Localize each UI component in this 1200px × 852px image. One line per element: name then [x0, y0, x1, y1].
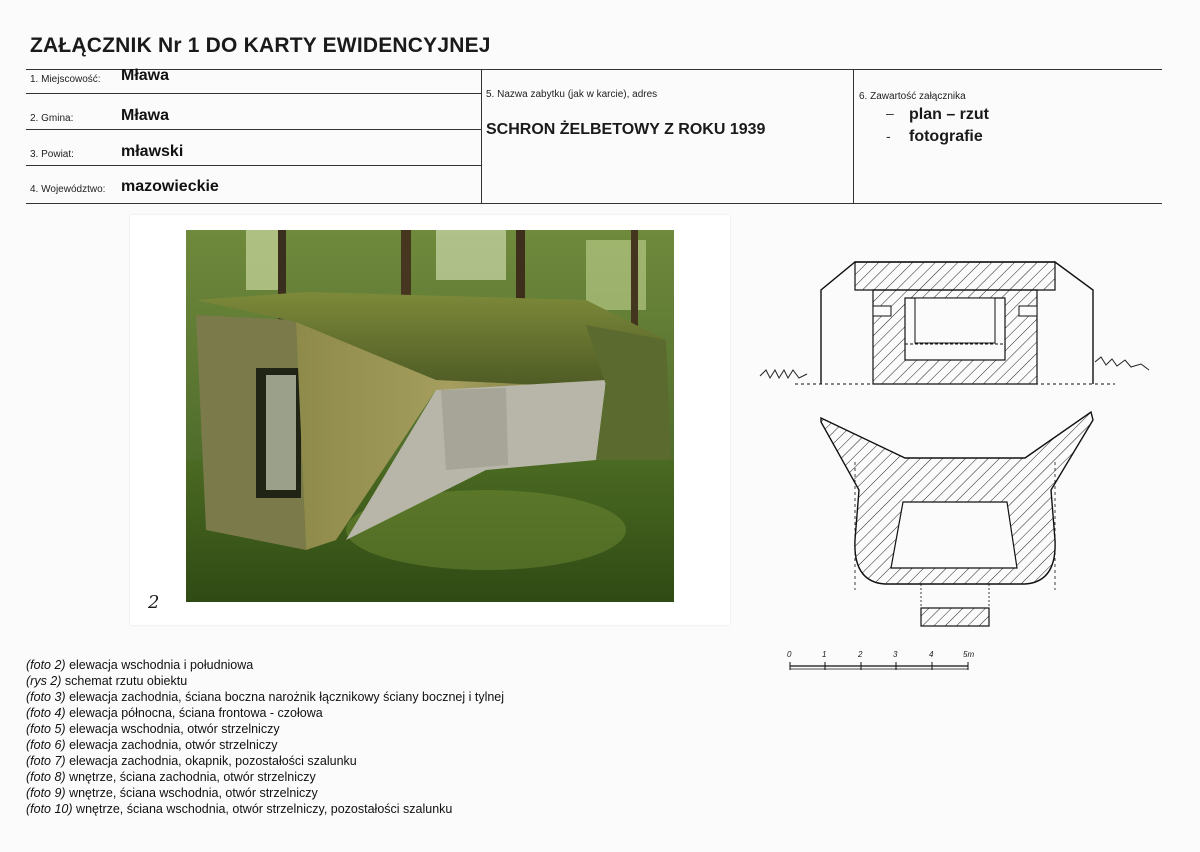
- caption-item: [26, 769, 504, 785]
- caption-item: [26, 673, 504, 689]
- monument-name: SCHRON ŻELBETOWY Z ROKU 1939: [486, 121, 766, 138]
- rule-2: [26, 129, 481, 130]
- plan-drawing: [755, 250, 1185, 640]
- field-label-gmina: 2. Gmina:: [30, 113, 74, 124]
- caption-ref: (foto 2): [26, 658, 66, 672]
- field-label-miejscowosc: 1. Miejscowość:: [30, 74, 101, 85]
- caption-text: wnętrze, ściana zachodnia, otwór strzelniczy: [65, 770, 316, 784]
- plan-drawing-svg: [755, 250, 1185, 640]
- scale-label-1: 1: [822, 650, 827, 659]
- contents-dash-1: –: [886, 105, 894, 121]
- field-value-gmina: Mława: [121, 107, 170, 124]
- caption-item: [26, 737, 504, 753]
- contents-item-plan: plan – rzut: [909, 106, 990, 123]
- divider-2: [853, 70, 854, 203]
- bunker-photo-image: [186, 230, 674, 602]
- caption-text: elewacja wschodnia i południowa: [65, 658, 254, 672]
- caption-text: wnętrze, ściana wschodnia, otwór strzelniczy, pozostałości szalunku: [72, 802, 453, 816]
- caption-item: [26, 689, 504, 705]
- scale-bar-svg: [786, 650, 986, 674]
- scale-label-4: 4: [929, 650, 934, 659]
- caption-item: [26, 657, 504, 673]
- page-title: ZAŁĄCZNIK Nr 1 DO KARTY EWIDENCYJNEJ: [30, 34, 491, 57]
- field-label-wojewodztwo: 4. Województwo:: [30, 184, 106, 195]
- caption-item: [26, 801, 504, 817]
- field-value-miejscowosc: Mława: [121, 67, 170, 84]
- plan-view: [821, 412, 1093, 626]
- bunker-photo: [186, 230, 674, 602]
- caption-text: wnętrze, ściana wschodnia, otwór strzelniczy: [65, 786, 318, 800]
- caption-item: [26, 721, 504, 737]
- caption-ref: (foto 4): [26, 706, 66, 720]
- photo-number: 2: [148, 592, 160, 613]
- caption-ref: (foto 10): [26, 802, 73, 816]
- caption-item: [26, 753, 504, 769]
- caption-ref: (foto 9): [26, 786, 66, 800]
- caption-ref: (foto 3): [26, 690, 66, 704]
- monument-label: 5. Nazwa zabytku (jak w karcie), adres: [486, 89, 658, 100]
- caption-ref: (foto 8): [26, 770, 66, 784]
- field-label-powiat: 3. Powiat:: [30, 149, 74, 160]
- caption-ref: (foto 7): [26, 754, 66, 768]
- caption-ref: (rys 2): [26, 674, 62, 688]
- caption-ref: (foto 6): [26, 738, 66, 752]
- scale-label-3: 3: [893, 650, 898, 659]
- scale-bar: [786, 650, 986, 674]
- scale-label-0: 0: [787, 650, 792, 659]
- scale-label-5m: 5m: [963, 650, 975, 659]
- caption-text: schemat rzutu obiektu: [61, 674, 188, 688]
- rule-1: [26, 93, 481, 94]
- contents-dash-2: -: [886, 128, 891, 144]
- elevation-view: [760, 262, 1149, 384]
- rule-bottom: [26, 203, 1162, 204]
- scale-label-2: 2: [858, 650, 863, 659]
- rule-top: [26, 69, 1162, 70]
- caption-text: elewacja wschodnia, otwór strzelniczy: [65, 722, 280, 736]
- field-value-powiat: mławski: [121, 143, 184, 160]
- caption-item: [26, 785, 504, 801]
- caption-text: elewacja zachodnia, ściana boczna narożnik łącznikowy ściany bocznej i tylnej: [65, 690, 505, 704]
- field-value-wojewodztwo: mazowieckie: [121, 178, 219, 195]
- contents-item-photos: fotografie: [909, 128, 983, 145]
- rule-3: [26, 165, 481, 166]
- caption-text: elewacja północna, ściana frontowa - czołowa: [65, 706, 323, 720]
- caption-list: [26, 657, 504, 817]
- caption-ref: (foto 5): [26, 722, 66, 736]
- caption-item: [26, 705, 504, 721]
- contents-label: 6. Zawartość załącznika: [859, 91, 966, 102]
- caption-text: elewacja zachodnia, okapnik, pozostałości szalunku: [65, 754, 357, 768]
- caption-text: elewacja zachodnia, otwór strzelniczy: [65, 738, 278, 752]
- divider-1: [481, 70, 482, 203]
